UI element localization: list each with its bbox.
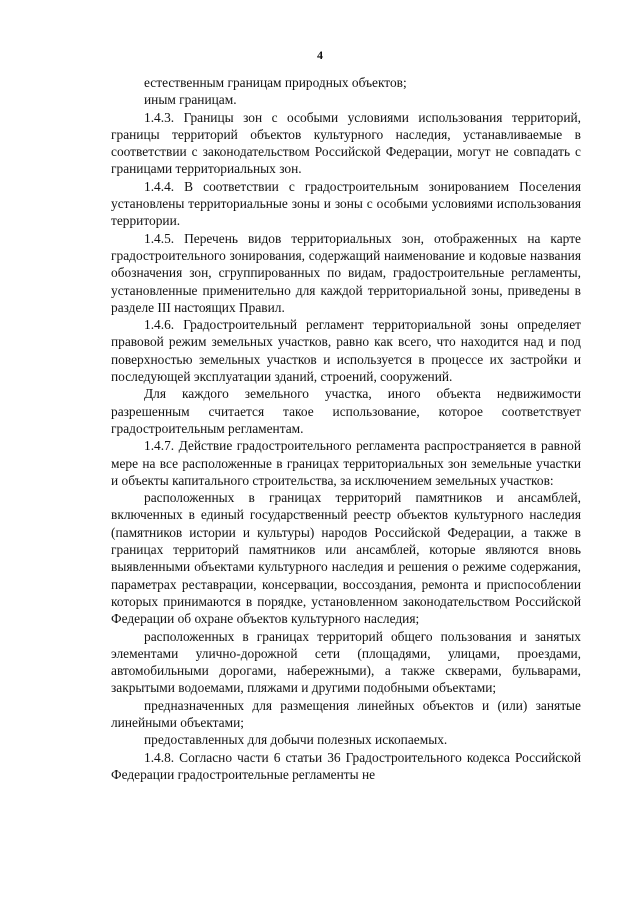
paragraph-9: расположенных в границах территорий памятников и ансамблей, включенных в единый государственный реестр объектов культурного наследия (памятников истории и культуры) народов Российской Федерации, а также в границах территорий памятников или ансамблей, которые являются вновь выявленными объектами культурного наследия и решения о режиме содержания, параметрах реставрации, консервации, воссоздания, ремонта и приспособлении которых принимаются в порядке, установленном законодательством Российской Федерации об охране объектов культурного наследия; <box>111 490 581 627</box>
document-body <box>111 74 581 783</box>
paragraph-13: 1.4.8. Согласно части 6 статьи 36 Градостроительного кодекса Российской Федерации градостроительные регламенты не <box>111 749 581 782</box>
paragraph-8: 1.4.7. Действие градостроительного регламента распространяется в равной мере на все расположенные в границах территориальных зон земельные участки и объекты капитального строительства, за исключением земельных участков: <box>111 438 581 488</box>
paragraph-5: 1.4.5. Перечень видов территориальных зон, отображенных на карте градостроительного зонирования, содержащий наименование и кодовые названия обозначения зон, сгруппированных по видам, градостроительные регламенты, установленные применительно для каждой территориальной зоны, приведены в разделе III настоящих Правил. <box>111 230 581 315</box>
paragraph-4: 1.4.4. В соответствии с градостроительным зонированием Поселения установлены территориальные зоны и зоны с особыми условиями использования территории. <box>111 178 581 229</box>
page-number: 4 <box>317 48 323 62</box>
paragraph-7: Для каждого земельного участка, иного объекта недвижимости разрешенным считается такое использование, которое соответствует градостроительным регламентам. <box>111 386 581 436</box>
paragraph-1: естественным границам природных объектов; <box>144 75 407 90</box>
paragraph-2: иным границам. <box>144 92 237 108</box>
paragraph-12: предоставленных для добычи полезных ископаемых. <box>144 732 448 748</box>
paragraph-6: 1.4.6. Градостроительный регламент территориальной зоны определяет правовой режим земельных участков, равно как всего, что находится над и под поверхностью земельных участков и используется в процессе их застройки и последующей эксплуатации зданий, строений, сооружений. <box>111 317 581 385</box>
paragraph-11: предназначенных для размещения линейных объектов и (или) занятые линейными объектами; <box>111 697 581 730</box>
paragraph-10: расположенных в границах территорий общего пользования и занятых элементами улично-дорожной сети (площадями, улицами, проездами, автомобильными дорогами, набережными), а также скверами, бульварами, закрытыми водоемами, пляжами и другими подобными объектами; <box>111 628 581 696</box>
paragraph-3: 1.4.3. Границы зон с особыми условиями использования территорий, границы территорий объектов культурного наследия, устанавливаемые в соответствии с законодательством Российской Федерации, могут не совпадать с границами территориальных зон. <box>111 109 581 177</box>
